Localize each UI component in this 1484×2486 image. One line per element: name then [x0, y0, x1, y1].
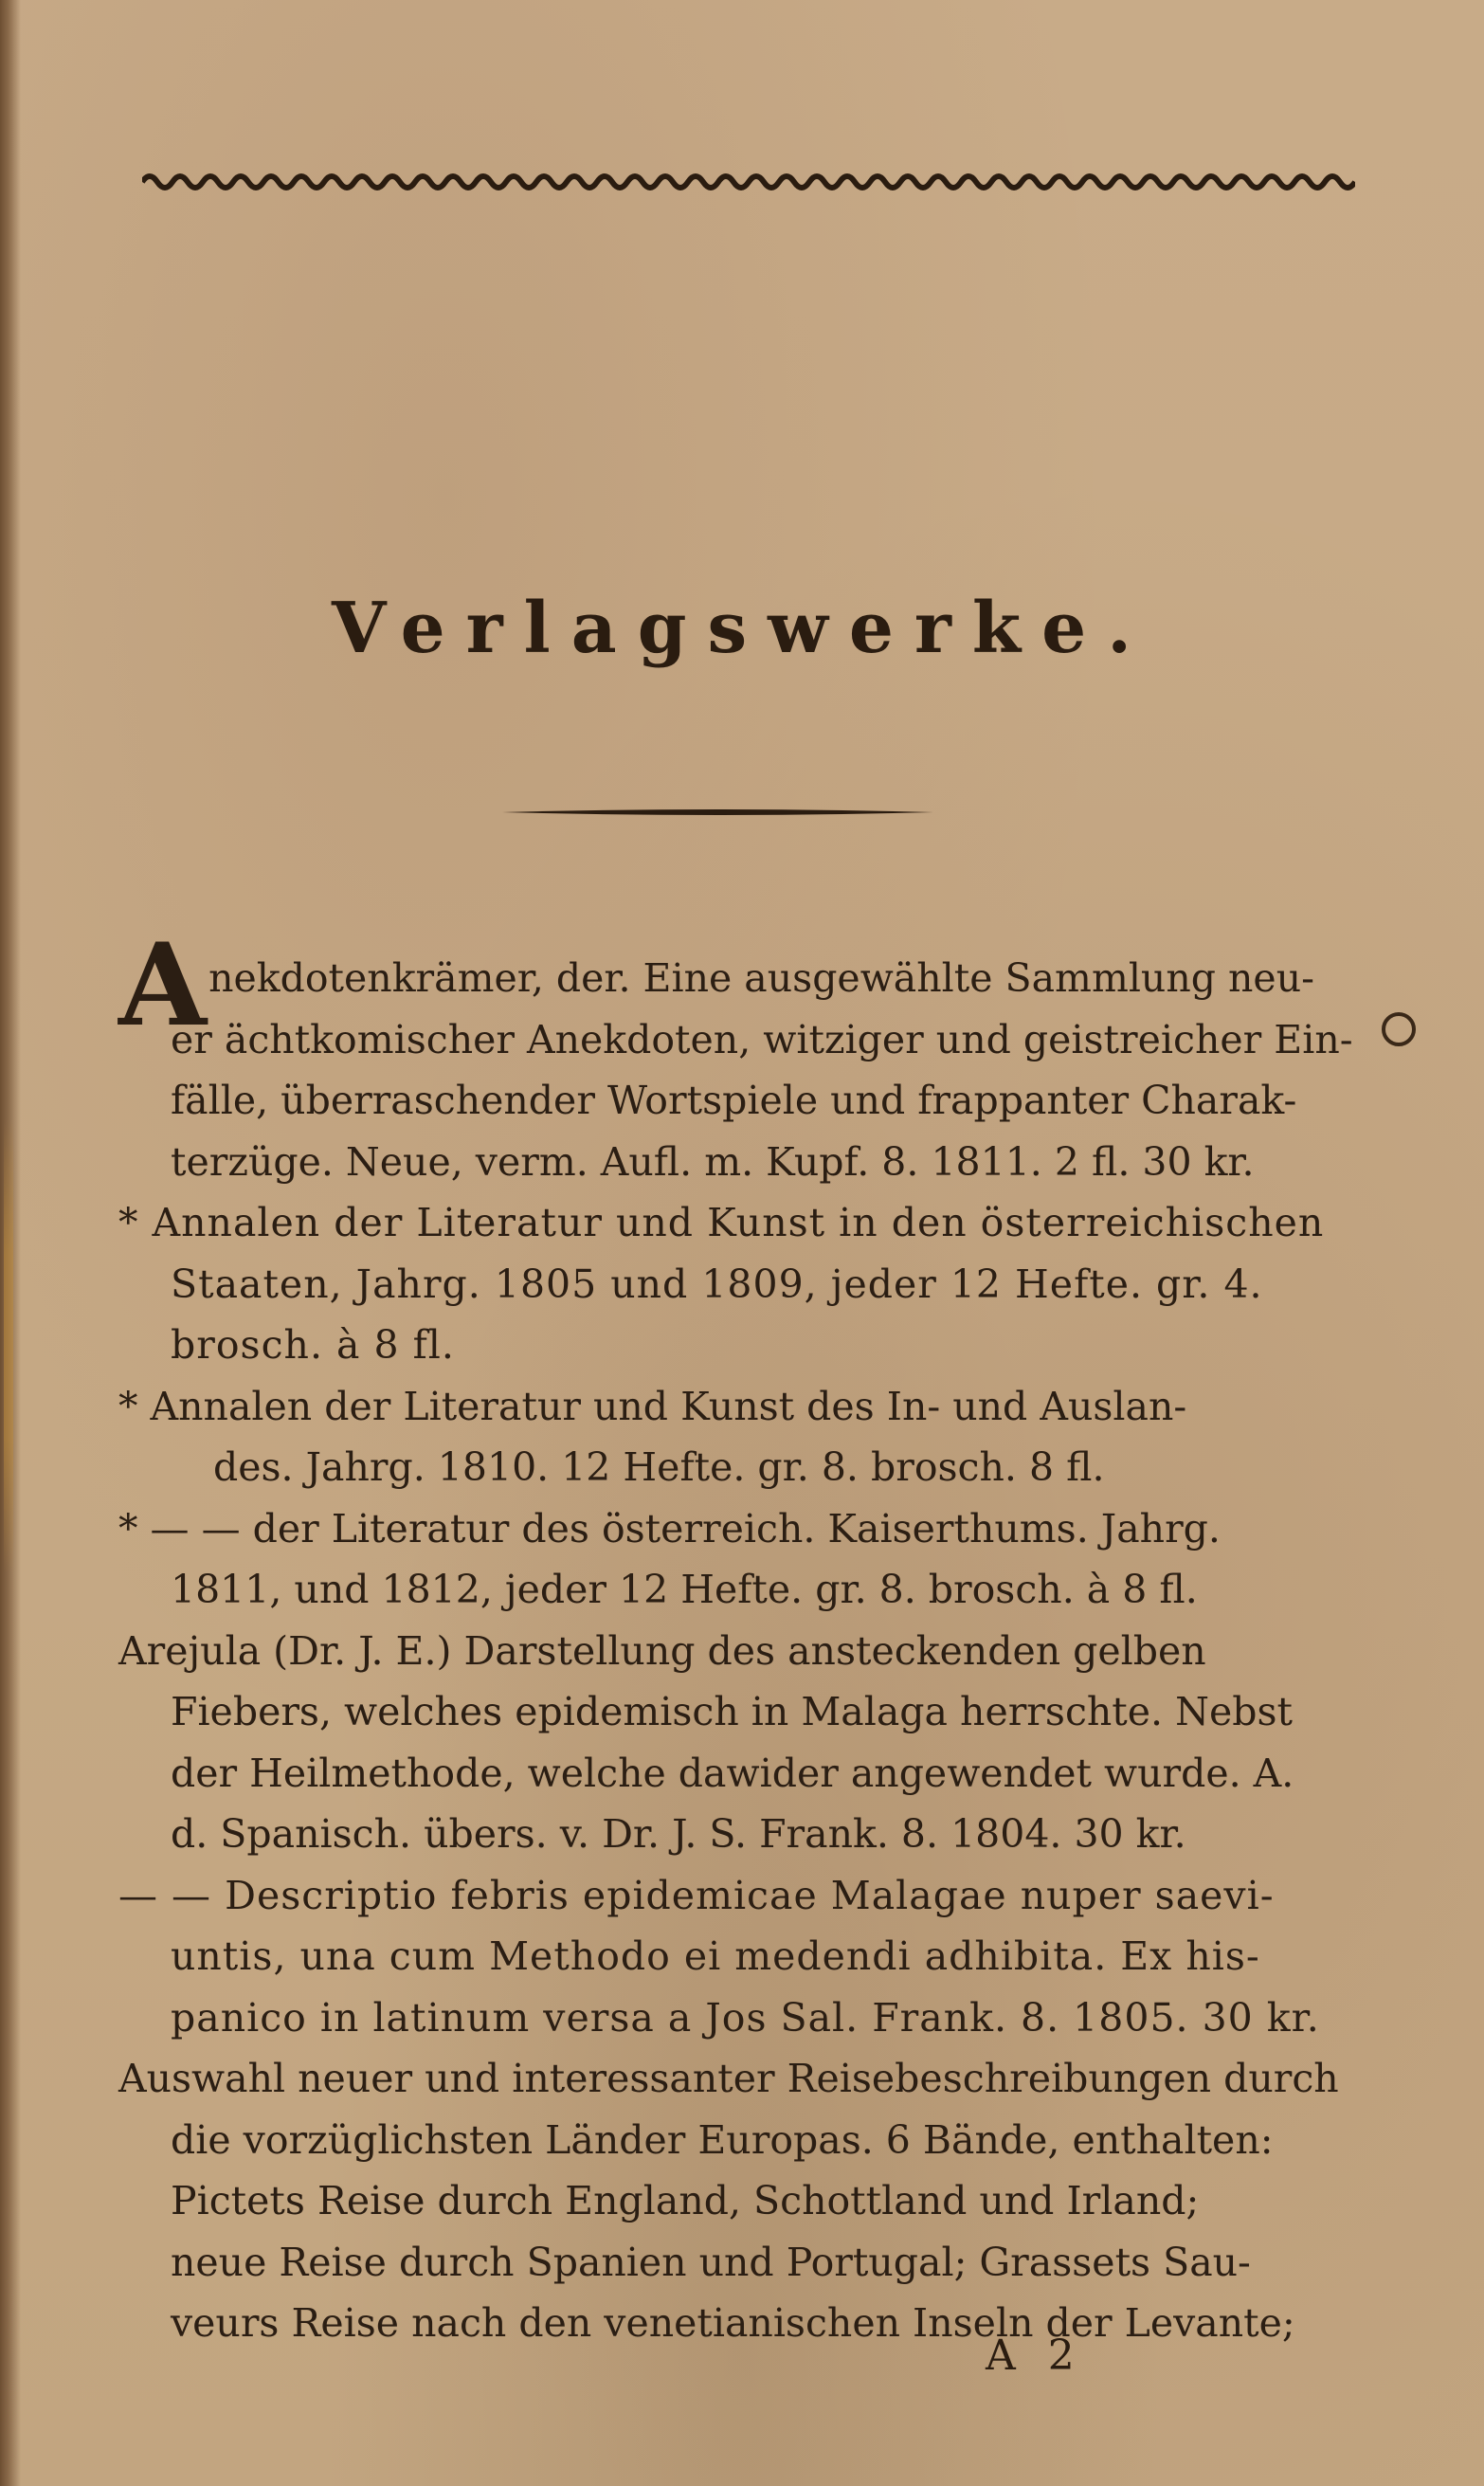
entry-line — [118, 1498, 1379, 1560]
entry-text: er ächtkomischer Anekdoten, witziger und geistreicher Ein- — [171, 1016, 1353, 1062]
entry-line — [118, 1070, 1379, 1132]
paper-hole-mark — [1382, 1012, 1416, 1046]
entry-line — [118, 1804, 1379, 1865]
entry-line — [118, 1132, 1379, 1193]
entry-text: * — — der Literatur des österreich. Kaiserthums. Jahrg. — [118, 1505, 1221, 1551]
catalog-entry-anekdotenkraemer — [118, 918, 1379, 1192]
entry-line — [118, 2170, 1379, 2232]
entry-line — [118, 1621, 1379, 1682]
page-edge-stain — [4, 1118, 13, 1573]
entry-line — [118, 1009, 1379, 1071]
catalog-entry-arejula — [118, 1621, 1379, 1865]
entry-text: panico in latinum versa a Jos Sal. Frank. 8. 1805. 30 kr. — [171, 1994, 1320, 2041]
entry-line — [118, 1743, 1379, 1805]
entry-line — [118, 1559, 1379, 1621]
entry-text: nekdotenkrämer, der. Eine ausgewählte Sammlung neu- — [208, 955, 1314, 1001]
entry-text: veurs Reise nach den venetianischen Inseln der Levante; — [171, 2300, 1295, 2346]
entry-line — [118, 1987, 1379, 2049]
page-title: Verlagswerke. — [331, 588, 1153, 669]
catalog-entry-annalen-oesterreich — [118, 1192, 1379, 1376]
entry-text: * Annalen der Literatur und Kunst in den österreichischen — [118, 1200, 1325, 1245]
entry-text: untis, una cum Methodo ei medendi adhibita. Ex his- — [171, 1933, 1260, 1979]
entry-line — [118, 1376, 1379, 1438]
entry-line — [118, 1254, 1379, 1316]
entry-line — [118, 1192, 1379, 1254]
entry-text: fälle, überraschender Wortspiele und frappanter Charak- — [171, 1078, 1297, 1123]
entry-text: der Heilmethode, welche dawider angewendet wurde. A. — [171, 1750, 1294, 1796]
entry-text: die vorzüglichsten Länder Europas. 6 Bände, enthalten: — [171, 2116, 1274, 2163]
entry-line — [118, 2048, 1379, 2110]
catalog-entry-auswahl-reisebeschreibungen — [118, 2048, 1379, 2354]
catalog-entry-literatur-kaiserthum — [118, 1498, 1379, 1621]
entry-text: Fiebers, welches epidemisch in Malaga herrschte. Nebst — [171, 1689, 1294, 1734]
entry-line — [118, 1681, 1379, 1743]
entry-line — [118, 1926, 1379, 1987]
entry-text: Auswahl neuer und interessanter Reisebeschreibungen durch — [118, 2056, 1339, 2101]
entry-line — [118, 1865, 1379, 1927]
entry-line — [118, 2232, 1379, 2294]
wavy-rule-ornament — [142, 163, 1355, 201]
entry-text: * Annalen der Literatur und Kunst des In- und Auslan- — [118, 1383, 1187, 1429]
catalog-entry-descriptio — [118, 1865, 1379, 2049]
entry-text: des. Jahrg. 1810. 12 Hefte. gr. 8. brosch. 8 fl. — [213, 1444, 1105, 1490]
title-underline-rule — [502, 807, 933, 817]
entry-text: 1811, und 1812, jeder 12 Hefte. gr. 8. brosch. à 8 fl. — [171, 1567, 1198, 1612]
catalog-entry-annalen-in-ausland — [118, 1376, 1379, 1498]
entry-line — [118, 2110, 1379, 2171]
entry-text: terzüge. Neue, verm. Aufl. m. Kupf. 8. 1811. 2 fl. 30 kr. — [171, 1138, 1255, 1185]
entry-text: — — Descriptio febris epidemicae Malagae nuper saevi- — [118, 1872, 1275, 1918]
entry-text: brosch. à 8 fl. — [171, 1322, 455, 1368]
signature-mark: A 2 — [986, 2332, 1084, 2380]
entry-text: neue Reise durch Spanien und Portugal; Grassets Sau- — [171, 2239, 1251, 2285]
entry-text: Pictets Reise durch England, Schottland und Irland; — [171, 2178, 1200, 2223]
entry-text: Staaten, Jahrg. 1805 und 1809, jeder 12 Hefte. gr. 4. — [171, 1261, 1263, 1307]
drop-cap: A — [118, 918, 208, 1052]
entry-line — [118, 1437, 1379, 1498]
catalog-entries — [118, 918, 1379, 2354]
entry-line — [118, 1315, 1379, 1376]
entry-text: Arejula (Dr. J. E.) Darstellung des ansteckenden gelben — [118, 1627, 1206, 1674]
entry-text: d. Spanisch. übers. v. Dr. J. S. Frank. 8. 1804. 30 kr. — [171, 1811, 1186, 1857]
entry-line — [118, 2293, 1379, 2354]
